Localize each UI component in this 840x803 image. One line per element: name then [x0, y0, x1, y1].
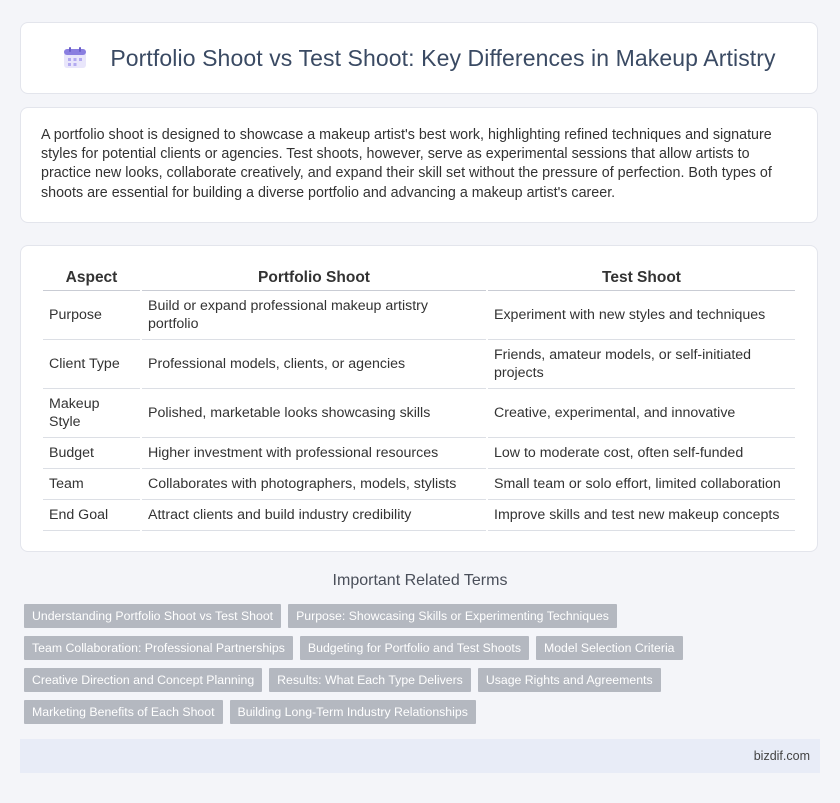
- cell-portfolio: Polished, marketable looks showcasing skills: [142, 389, 486, 438]
- cell-test: Creative, experimental, and innovative: [488, 389, 795, 438]
- intro-card: [20, 107, 818, 223]
- related-term-tag[interactable]: Team Collaboration: Professional Partnerships: [24, 636, 293, 660]
- cell-test: Low to moderate cost, often self-funded: [488, 438, 795, 469]
- table-row: [43, 438, 795, 469]
- related-term-tag[interactable]: Building Long-Term Industry Relationships: [230, 700, 476, 724]
- related-term-tag[interactable]: Results: What Each Type Delivers: [269, 668, 471, 692]
- cell-portfolio: Professional models, clients, or agencies: [142, 340, 486, 389]
- table-row: [43, 291, 795, 340]
- cell-aspect: Client Type: [43, 340, 140, 389]
- calendar-icon: [62, 45, 88, 71]
- table-row: [43, 389, 795, 438]
- header-portfolio-shoot: Portfolio Shoot: [142, 262, 486, 291]
- comparison-table: [41, 262, 797, 531]
- tag-row: [24, 700, 824, 724]
- table-header-row: [43, 262, 795, 291]
- cell-aspect: Budget: [43, 438, 140, 469]
- header: [62, 45, 775, 72]
- tag-row: [24, 604, 824, 628]
- related-term-tag[interactable]: Model Selection Criteria: [536, 636, 683, 660]
- related-term-tag[interactable]: Understanding Portfolio Shoot vs Test Shoot: [24, 604, 281, 628]
- cell-aspect: Purpose: [43, 291, 140, 340]
- cell-aspect: Team: [43, 469, 140, 500]
- header-card: [20, 22, 818, 94]
- table-row: [43, 469, 795, 500]
- related-term-tag[interactable]: Purpose: Showcasing Skills or Experimenting Techniques: [288, 604, 617, 628]
- page-title: Portfolio Shoot vs Test Shoot: Key Differences in Makeup Artistry: [110, 44, 776, 71]
- related-terms-title: Important Related Terms: [332, 572, 508, 589]
- header-aspect: Aspect: [43, 262, 140, 291]
- cell-portfolio: Higher investment with professional resources: [142, 438, 486, 469]
- table-row: [43, 340, 795, 389]
- cell-test: Improve skills and test new makeup concepts: [488, 500, 795, 531]
- footer: [20, 739, 820, 773]
- cell-aspect: Makeup Style: [43, 389, 140, 438]
- cell-portfolio: Collaborates with photographers, models, stylists: [142, 469, 486, 500]
- cell-test: Small team or solo effort, limited collaboration: [488, 469, 795, 500]
- related-term-tag[interactable]: Marketing Benefits of Each Shoot: [24, 700, 223, 724]
- tag-row: [24, 636, 824, 660]
- comparison-table-card: [20, 245, 818, 552]
- cell-test: Friends, amateur models, or self-initiated projects: [488, 340, 795, 389]
- related-term-tag[interactable]: Creative Direction and Concept Planning: [24, 668, 262, 692]
- related-terms-tags: [24, 604, 824, 732]
- tag-row: [24, 668, 824, 692]
- table-row: [43, 500, 795, 531]
- cell-portfolio: Attract clients and build industry credibility: [142, 500, 486, 531]
- related-term-tag[interactable]: Budgeting for Portfolio and Test Shoots: [300, 636, 529, 660]
- intro-paragraph: A portfolio shoot is designed to showcase a makeup artist's best work, highlighting refined techniques and signature styles for potential clients or agencies. Test shoots, however, serve as experimental sessions that allow artists to practice new looks, collaborate creatively, and expand their skill set without the pressure of perfection. Both types of shoots are essential for building a diverse portfolio and advancing a makeup artist's career.: [41, 127, 772, 201]
- footer-site-link[interactable]: bizdif.com: [753, 749, 810, 763]
- related-term-tag[interactable]: Usage Rights and Agreements: [478, 668, 661, 692]
- cell-portfolio: Build or expand professional makeup artistry portfolio: [142, 291, 486, 340]
- header-test-shoot: Test Shoot: [488, 262, 795, 291]
- cell-test: Experiment with new styles and techniques: [488, 291, 795, 340]
- cell-aspect: End Goal: [43, 500, 140, 531]
